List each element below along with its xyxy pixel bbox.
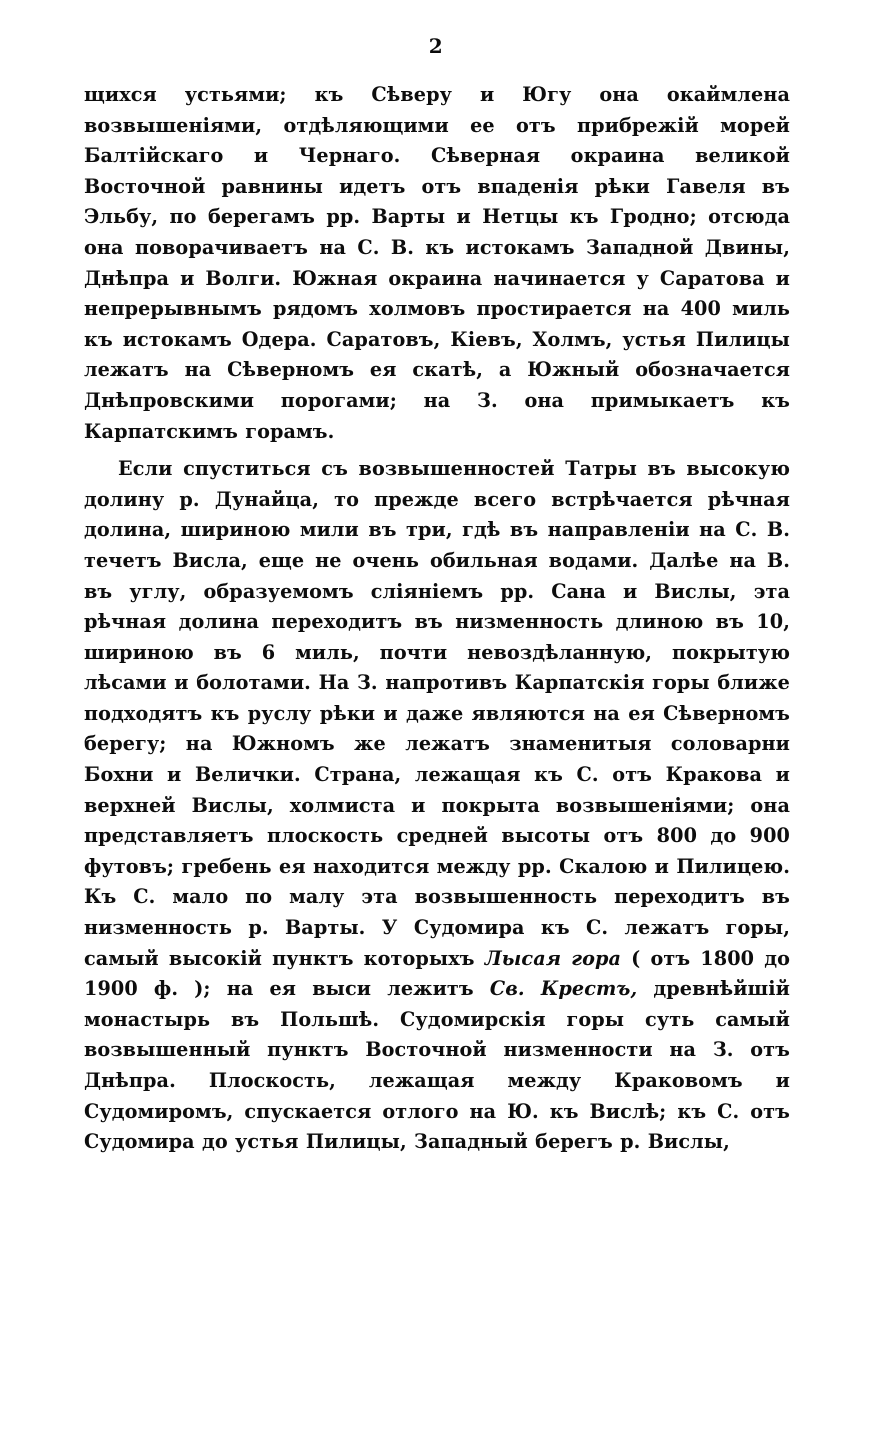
emphasized-text: Св. Крестъ, [489, 977, 638, 1001]
body-text [84, 80, 790, 1158]
paragraph-2 [84, 454, 790, 1158]
page-number: 2 [428, 34, 444, 58]
paragraph-1: щихся устьями; къ Сѣверу и Югу она окаймлена возвышеніями, отдѣляющими ее отъ прибрежій морей Балтійскаго и Чернаго. Сѣверная окраина великой Восточной равнины идетъ отъ впаденія рѣки Гавеля въ Эльбу, по берегамъ рр. Варты и Нетцы къ Гродно; отсюда она поворачиваетъ на С. В. къ истокамъ Западной Двины, Днѣпра и Волги. Южная окраина начинается у Саратова и непрерывнымъ рядомъ холмовъ простирается на 400 миль къ истокамъ Одера. Саратовъ, Кіевъ, Холмъ, устья Пилицы лежатъ на Сѣверномъ ея скатѣ, а Южный обозначается Днѣпровскими порогами; на З. она примыкаетъ къ Карпатскимъ горамъ. [84, 83, 790, 443]
emphasized-text: Лысая гора [484, 946, 622, 970]
plain-text: Если спуститься съ возвышенностей Татры въ высокую долину р. Дунайца, то прежде всего встрѣчается рѣчная долина, шириною мили въ три, гдѣ въ направленіи на С. В. течетъ Висла, еще не очень обильная водами. Далѣе на В. въ углу, образуемомъ сліяніемъ рр. Сана и Вислы, эта рѣчная долина переходитъ въ низменность длиною въ 10, шириною въ 6 миль, почти невоздѣланную, покрытую лѣсами и болотами. На З. напротивъ Карпатскія горы ближе подходятъ къ руслу рѣки и даже являются на ея Сѣверномъ берегу; на Южномъ же лежатъ знаменитыя соловарни Бохни и Велички. Страна, лежащая къ С. отъ Кракова и верхней Вислы, холмиста и покрыта возвышеніями; она представляетъ плоскость средней высоты отъ 800 до 900 футовъ; гребень ея находится между рр. Скалою и Пилицею. Къ С. мало по малу эта возвышенность переходитъ въ низменность р. Варты. У Судомира къ С. лежатъ горы, самый высокій пунктъ которыхъ [84, 457, 790, 970]
plain-text: ( отъ 1800 до 1900 ф. ); на ея выси лежитъ [84, 946, 790, 1001]
plain-text: древнѣйшій монастырь въ Польшѣ. Судомирскія горы суть самый возвышенный пунктъ Восточной низменности на З. отъ Днѣпра. Плоскость, лежащая между Краковомъ и Судомиромъ, спускается отлого на Ю. къ Вислѣ; къ С. отъ Судомира до устья Пилицы, Западный берегъ р. Вислы, [84, 977, 791, 1154]
